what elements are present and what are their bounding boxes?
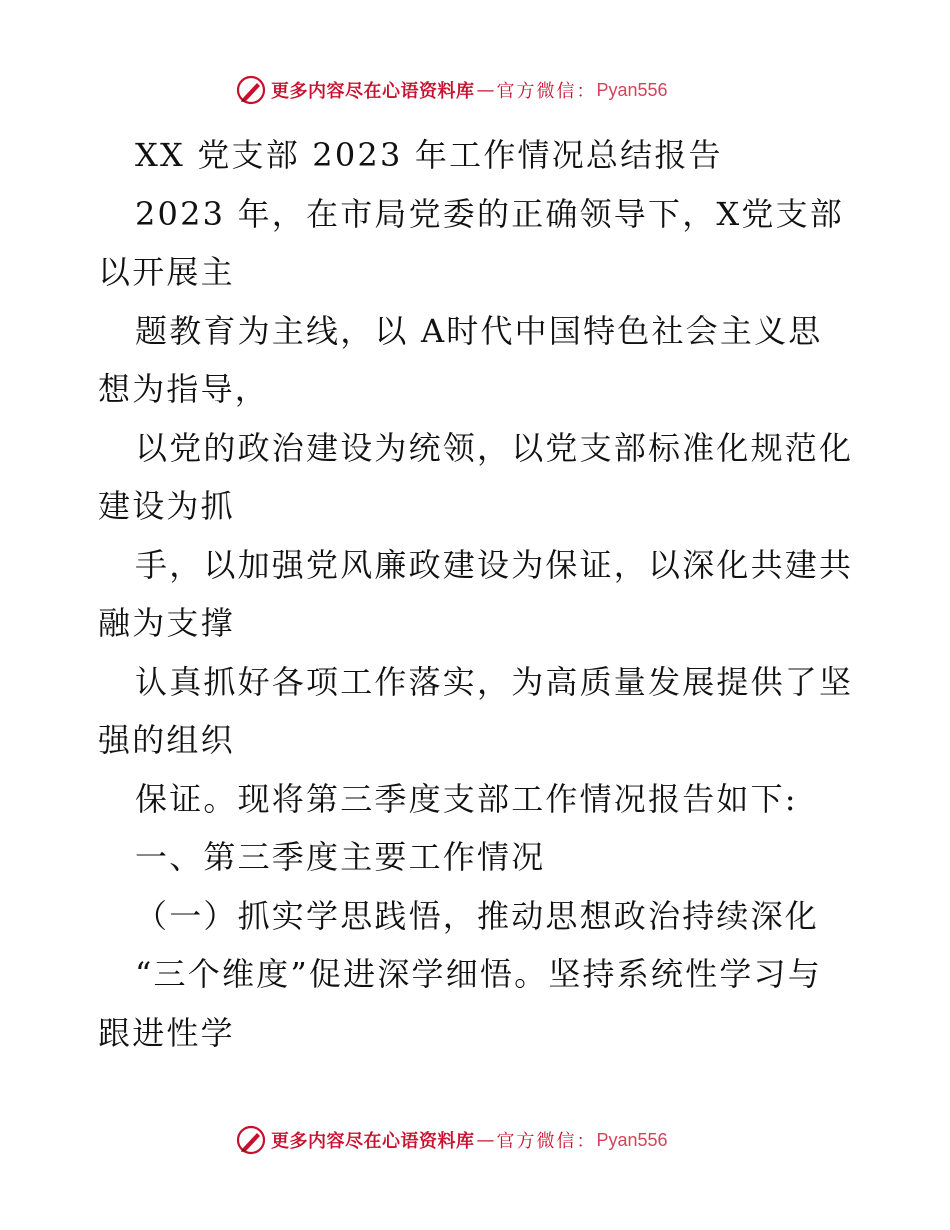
watermark-separator: — (476, 1129, 495, 1151)
watermark-main-text: 更多内容尽在心语资料库 (271, 81, 475, 102)
text-line: 跟进性学 (98, 1013, 235, 1052)
watermark-main-text: 更多内容尽在心语资料库 (271, 1131, 475, 1152)
text-line: 融为支撑 (98, 604, 235, 642)
text-line: 题教育为主线，以 A时代中国特色社会主义思 (135, 311, 823, 350)
header-watermark (235, 72, 668, 108)
subsection-heading: （一）抓实学思践悟，推动思想政治持续深化 (135, 896, 820, 935)
watermark-wechat-id: Pyan556 (596, 1129, 668, 1150)
text-line: 建设为抓 (98, 487, 235, 525)
watermark-wechat-id: Pyan556 (596, 79, 668, 100)
text-line: 2023 年，在市局党委的正确领导下，X党支部 (135, 194, 844, 233)
watermark-wechat-label: 官方微信： (496, 1131, 597, 1152)
watermark-wechat-label: 官方微信： (496, 81, 597, 102)
pen-logo-icon (235, 1124, 267, 1156)
document-title: XX 党支部 2023 年工作情况总结报告 (135, 136, 723, 174)
text-line: 强的组织 (98, 721, 235, 759)
text-line: 以开展主 (98, 253, 235, 291)
document-body (98, 126, 858, 1062)
section-heading: 一、第三季度主要工作情况 (135, 838, 546, 876)
pen-logo-icon (235, 74, 267, 106)
text-line: 想为指导， (98, 370, 270, 408)
text-line: 以党的政治建设为统领，以党支部标准化规范化 (135, 428, 854, 467)
watermark-separator: — (476, 79, 495, 101)
text-line: “三个维度”促进深学细悟。坚持系统性学习与 (135, 955, 822, 993)
text-line: 手，以加强党风廉政建设为保证，以深化共建共 (135, 545, 854, 584)
footer-watermark (235, 1122, 668, 1158)
text-line: 认真抓好各项工作落实，为高质量发展提供了坚 (135, 662, 854, 701)
text-line: 保证。现将第三季度支部工作情况报告如下: (135, 779, 798, 818)
